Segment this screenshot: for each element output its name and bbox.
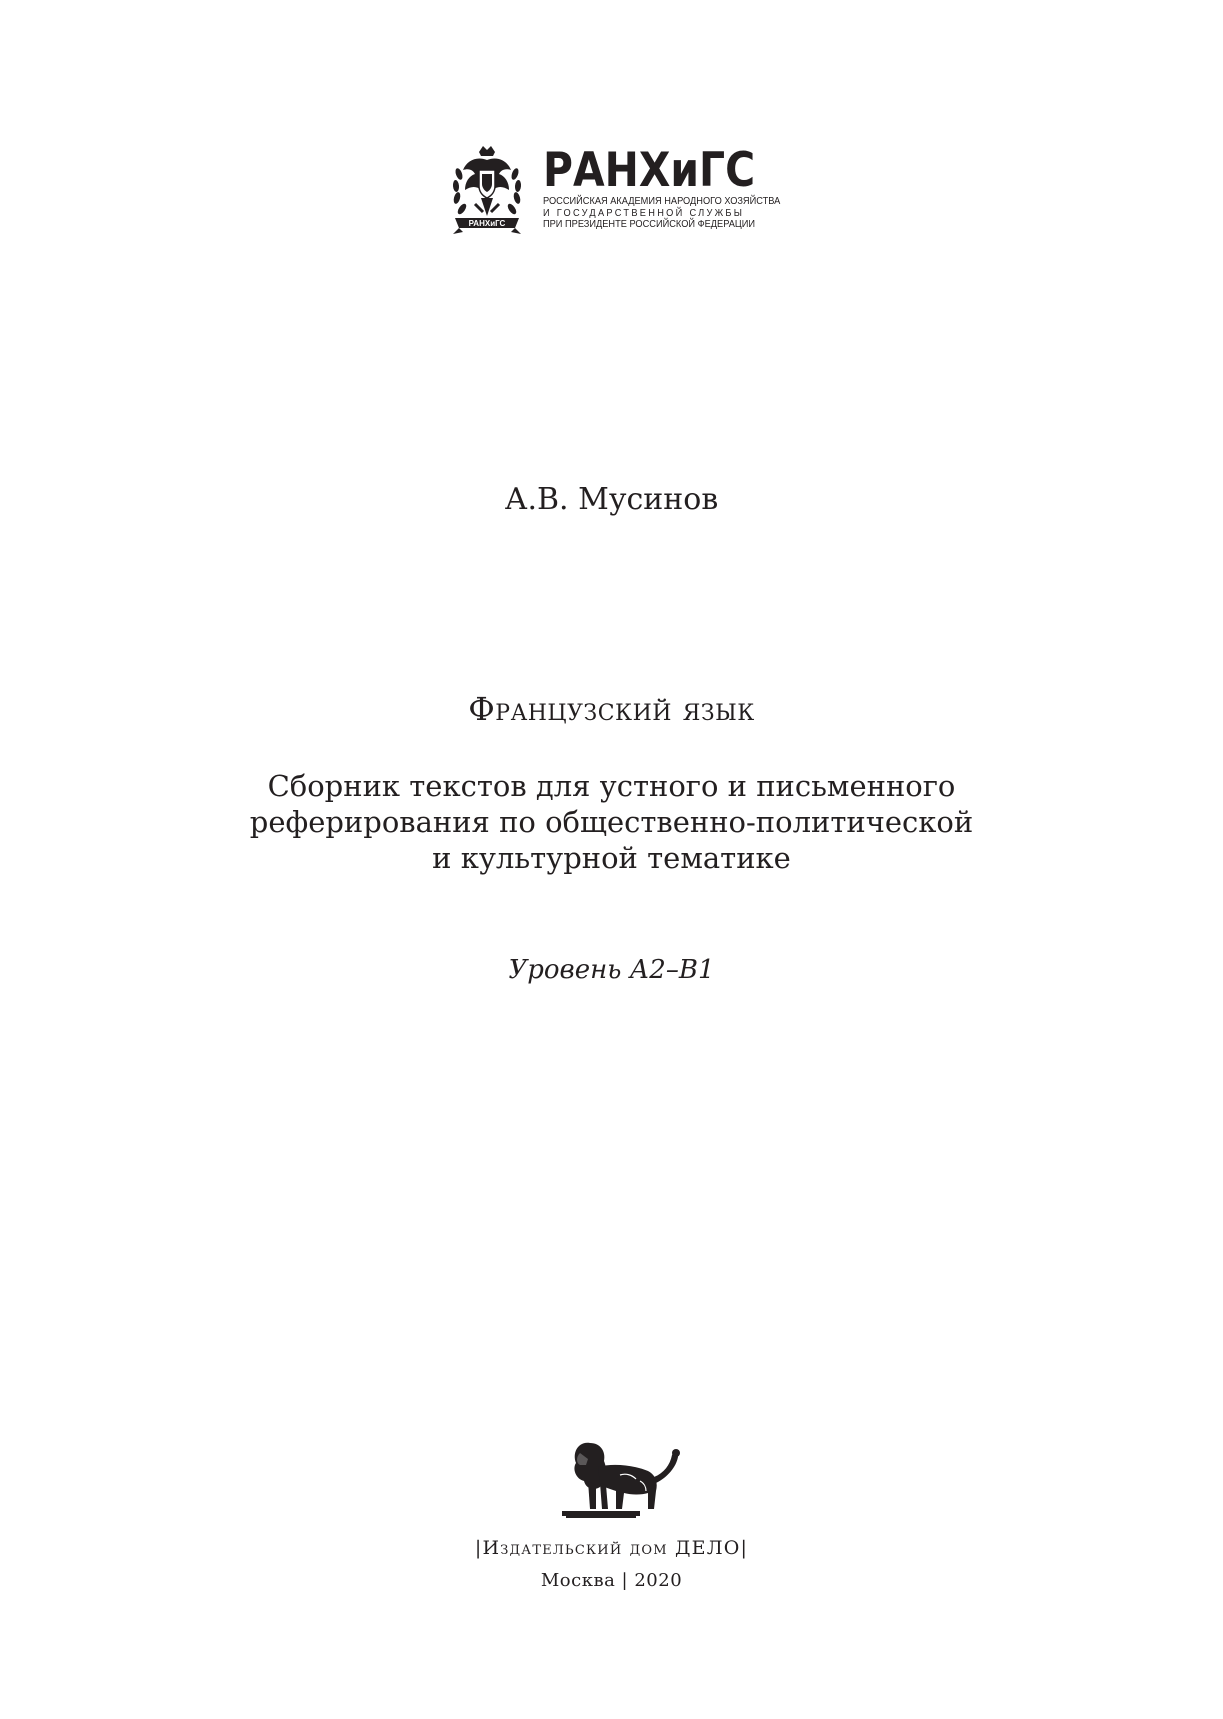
- emblem-ribbon-text: РАНХиГС: [468, 219, 506, 228]
- brand-text: [543, 143, 793, 231]
- header-logo: [449, 143, 789, 236]
- double-headed-eagle-emblem-icon: [449, 146, 525, 236]
- subtitle-line-1: Сборник текстов для устного и письменного: [267, 769, 956, 803]
- subtitle-line-2: реферирования по общественно-политической: [249, 805, 974, 839]
- publisher-name: |Издательский дом ДЕЛО|: [474, 1537, 749, 1559]
- lion-icon: [560, 1437, 686, 1521]
- brand-line-2: И ГОСУДАРСТВЕННОЙ СЛУЖБЫ: [543, 206, 745, 219]
- city-year: Москва | 2020: [540, 1570, 683, 1591]
- author-name: А.В. Мусинов: [504, 482, 719, 517]
- subtitle-line-3: и культурной тематике: [432, 841, 791, 875]
- book-title: Французский язык: [468, 690, 755, 728]
- brand-line-3: ПРИ ПРЕЗИДЕНТЕ РОССИЙСКОЙ ФЕДЕРАЦИИ: [543, 218, 756, 230]
- brand-name: РАНХиГС: [543, 143, 756, 198]
- book-subtitle: [0, 768, 1223, 876]
- brand-line-1: РОССИЙСКАЯ АКАДЕМИЯ НАРОДНОГО ХОЗЯЙСТВА: [543, 195, 781, 207]
- level-label: Уровень А2–В1: [508, 955, 715, 985]
